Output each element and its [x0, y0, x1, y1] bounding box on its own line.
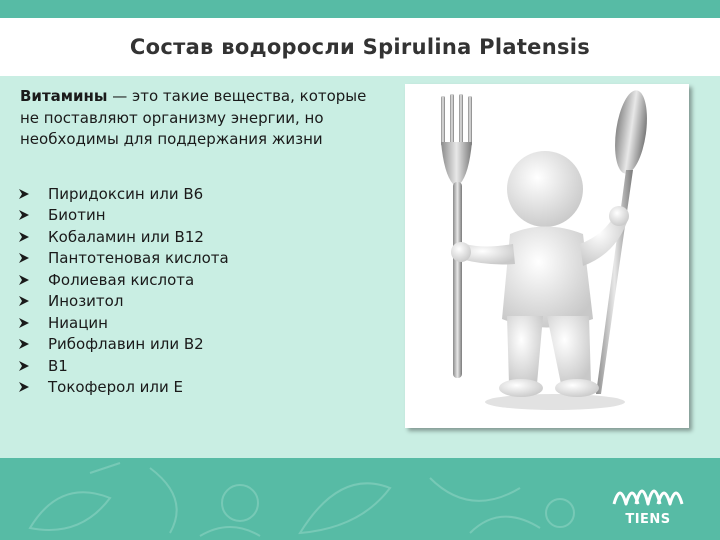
- slide-title: Состав водоросли Spirulina Platensis: [129, 35, 591, 59]
- logo-text: TIENS: [625, 512, 671, 527]
- vitamin-list-item: [18, 205, 229, 227]
- vitamin-list-item: [18, 183, 229, 205]
- arrow-right-bullet-icon: [18, 231, 48, 243]
- top-band: [0, 0, 720, 18]
- vitamin-list-item: [18, 226, 229, 248]
- vitamin-list-item: [18, 312, 229, 334]
- arrow-right-bullet-icon: [18, 381, 48, 393]
- vitamin-list-item: [18, 248, 229, 270]
- title-bar: [0, 18, 720, 76]
- arrow-right-bullet-icon: [18, 360, 48, 372]
- vitamin-name: Фолиевая кислота: [48, 270, 195, 289]
- vitamin-name: Биотин: [48, 206, 106, 225]
- vitamin-list-item: [18, 291, 229, 313]
- vitamin-name: Пиридоксин или В6: [48, 184, 204, 203]
- intro-term: Витамины: [20, 87, 108, 105]
- vitamin-list-item: [18, 269, 229, 291]
- figure-with-fork-and-spoon-icon: [405, 84, 689, 428]
- tiens-logo: [606, 474, 690, 532]
- vitamin-name: Инозитол: [48, 292, 124, 311]
- vitamin-name: В1: [48, 356, 68, 375]
- vitamin-name: Пантотеновая кислота: [48, 249, 229, 268]
- vitamin-list-item: [18, 334, 229, 356]
- vitamin-name: Кобаламин или В12: [48, 227, 204, 246]
- vitamin-name: Ниацин: [48, 313, 108, 332]
- tiens-mountain-logo-icon: [606, 474, 690, 512]
- fork-spoon-figure-image: [405, 84, 689, 428]
- arrow-right-bullet-icon: [18, 209, 48, 221]
- arrow-right-bullet-icon: [18, 295, 48, 307]
- vitamin-name: Рибофлавин или В2: [48, 335, 204, 354]
- arrow-right-bullet-icon: [18, 317, 48, 329]
- arrow-right-bullet-icon: [18, 338, 48, 350]
- vitamins-intro: [20, 86, 380, 151]
- arrow-right-bullet-icon: [18, 252, 48, 264]
- vitamin-list-item: [18, 355, 229, 377]
- vitamin-name: Токоферол или Е: [48, 378, 184, 397]
- arrow-right-bullet-icon: [18, 274, 48, 286]
- vitamin-list-item: [18, 377, 229, 399]
- arrow-right-bullet-icon: [18, 188, 48, 200]
- intro-definition: — это такие вещества, которые не поставляют организму энергии, но необходимы для поддержания жизни: [20, 87, 367, 148]
- vitamin-list: [18, 183, 229, 398]
